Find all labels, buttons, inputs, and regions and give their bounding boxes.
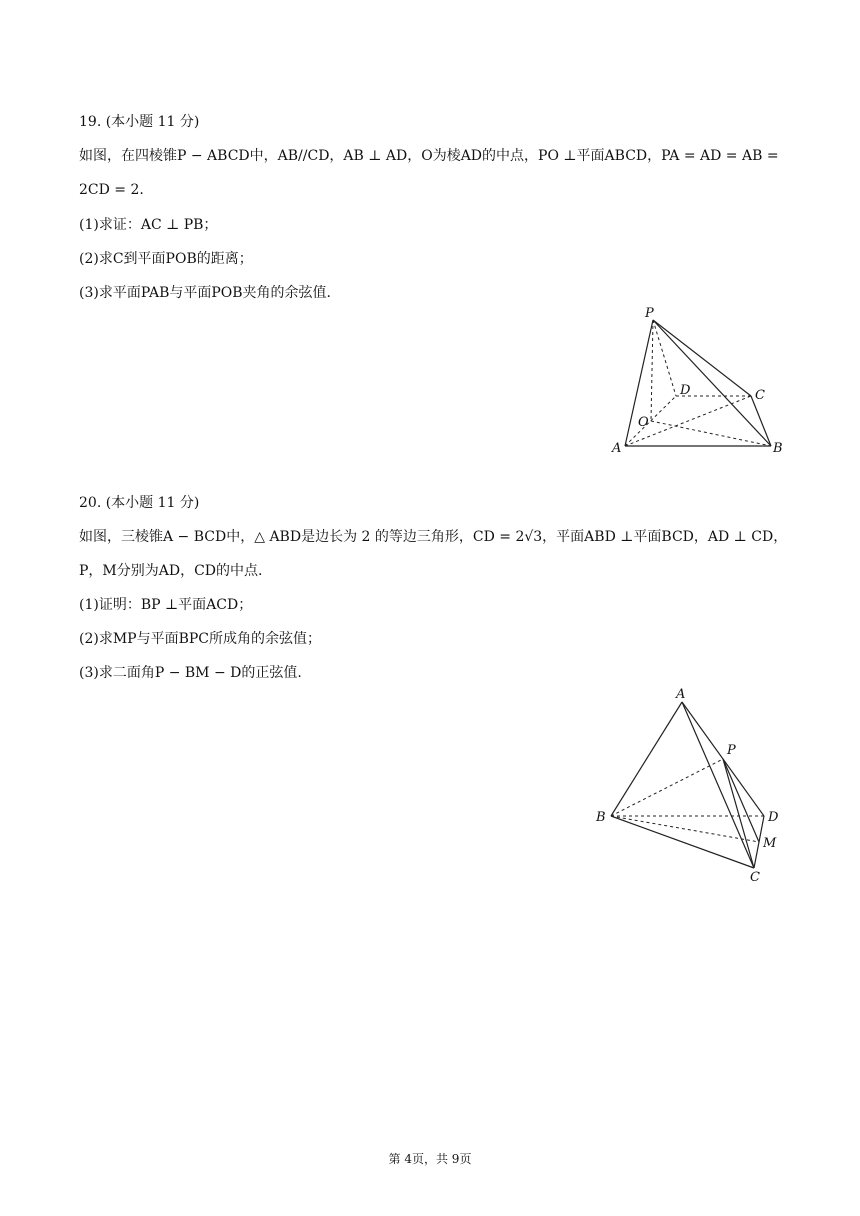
q20-label-a: A xyxy=(676,687,686,702)
q20-label-b: B xyxy=(596,810,606,825)
page-footer: 第 4页，共 9页 xyxy=(388,1152,472,1166)
q20-part3: (3)求二面角P − BM − D的正弦值. xyxy=(79,665,302,681)
q19-header: 19. (本小题 11 分) xyxy=(79,114,200,130)
q19-label-c: C xyxy=(755,388,765,403)
q20-label-p: P xyxy=(727,743,736,758)
q19-part2: (2)求C到平面POB的距离； xyxy=(79,251,253,267)
q19-label-d: D xyxy=(680,383,691,398)
q20-figure-tetrahedron xyxy=(590,680,800,885)
q19-label-a: A xyxy=(612,441,622,456)
q19-stem-line1: 如图，在四棱锥P − ABCD中，AB//CD，AB ⊥ AD，O为棱AD的中点，PO ⊥平面ABCD，PA = AD = AB = xyxy=(79,148,779,164)
q19-stem-line2: 2CD = 2. xyxy=(79,182,144,198)
q20-part1: (1)证明：BP ⊥平面ACD； xyxy=(79,597,253,613)
q19-label-b: B xyxy=(773,441,783,456)
q19-label-o: O xyxy=(638,415,649,430)
q20-label-d: D xyxy=(768,810,779,825)
q20-label-m: M xyxy=(763,836,777,851)
q19-part1: (1)求证：AC ⊥ PB； xyxy=(79,217,218,233)
q20-stem-line1: 如图，三棱锥A − BCD中，△ ABD是边长为 2 的等边三角形，CD = 2√3，平面ABD ⊥平面BCD，AD ⊥ CD， xyxy=(79,529,788,545)
q19-part3: (3)求平面PAB与平面POB夹角的余弦值. xyxy=(79,285,331,301)
q20-header: 20. (本小题 11 分) xyxy=(79,495,200,511)
q20-part2: (2)求MP与平面BPC所成角的余弦值； xyxy=(79,631,322,647)
q19-figure-pyramid xyxy=(600,300,800,465)
q20-label-c: C xyxy=(750,870,760,885)
q20-stem-line2: P，M分别为AD，CD的中点. xyxy=(79,563,263,579)
q19-label-p: P xyxy=(645,306,654,321)
